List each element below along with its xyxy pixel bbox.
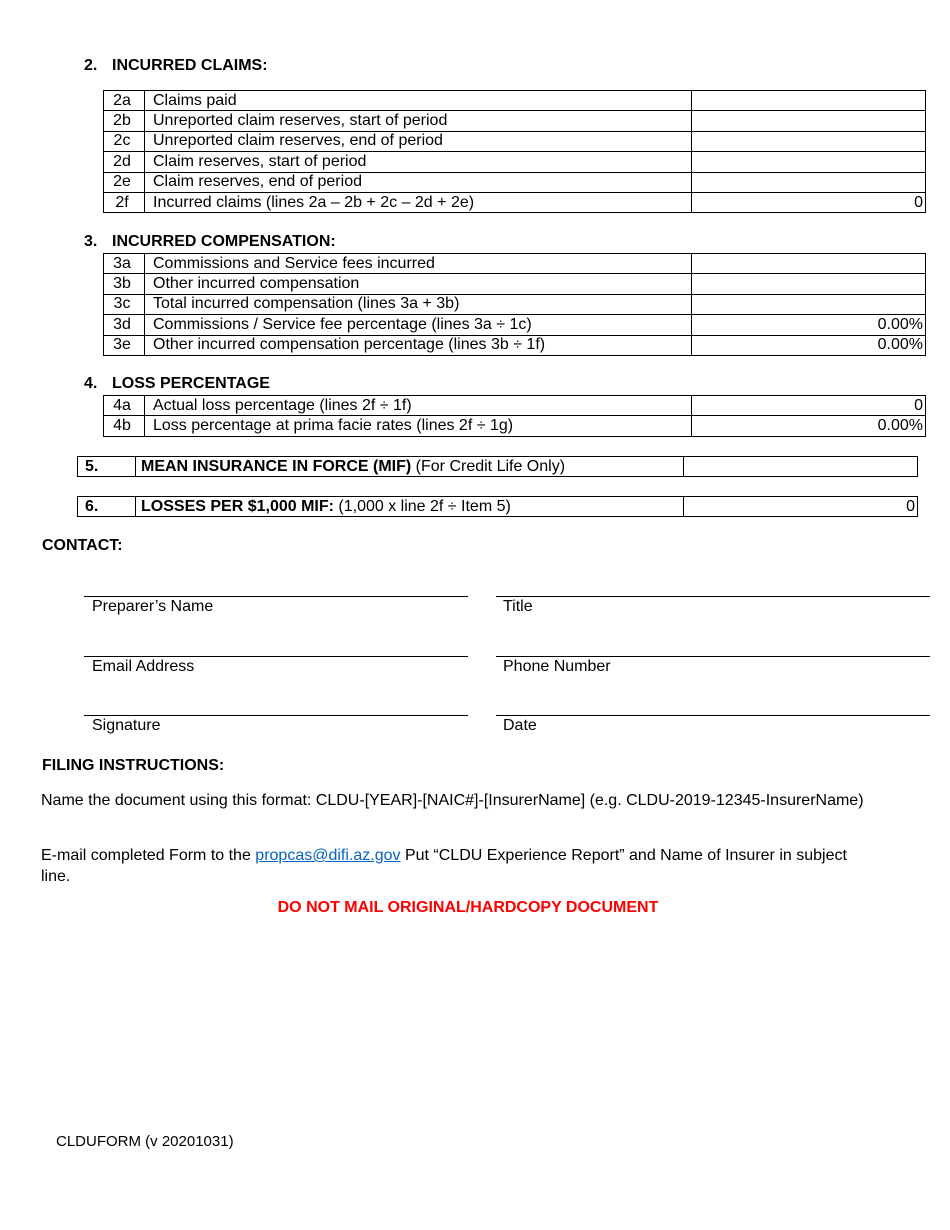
email-instruction-prefix: E-mail completed Form to the [41, 847, 256, 864]
unreported-reserves-start-value[interactable] [692, 111, 926, 131]
losses-per-mif-table [77, 496, 918, 517]
section-5-title-rest: (For Credit Life Only) [411, 457, 566, 475]
incurred-claims-table [103, 90, 926, 213]
mif-value[interactable] [684, 457, 918, 477]
contact-heading: CONTACT: [42, 537, 123, 554]
form-version-footer: CLDUFORM (v 20201031) [56, 1133, 234, 1150]
table-row-3c [104, 294, 926, 314]
section-3-heading [84, 233, 336, 251]
naming-instruction: Name the document using this format: CLDU-[YEAR]-[NAIC#]-[InsurerName] (e.g. CLDU-2019-12345-InsurerName) [41, 792, 864, 809]
section-5-number: 5. [78, 457, 136, 477]
table-row-5 [78, 457, 918, 477]
commissions-incurred-value[interactable] [692, 254, 926, 274]
email-label: Email Address [92, 658, 195, 675]
section-2-heading [84, 57, 268, 75]
claim-reserves-end-value[interactable] [692, 172, 926, 192]
section-3-number: 3. [84, 233, 98, 250]
prima-facie-loss-percentage-value: 0.00% [692, 416, 926, 436]
section-4-title: LOSS PERCENTAGE [112, 375, 270, 392]
section-3-title: INCURRED COMPENSATION: [112, 233, 336, 250]
row-code: 2d [104, 152, 145, 172]
table-row-3a [104, 254, 926, 274]
actual-loss-percentage-value: 0 [692, 396, 926, 416]
row-code: 2c [104, 131, 145, 151]
total-compensation-value[interactable] [692, 294, 926, 314]
row-label: Other incurred compensation [145, 274, 692, 294]
row-label: Actual loss percentage (lines 2f ÷ 1f) [145, 396, 692, 416]
title-line[interactable] [496, 596, 930, 597]
unreported-reserves-end-value[interactable] [692, 131, 926, 151]
row-label: Total incurred compensation (lines 3a + 3b) [145, 294, 692, 314]
signature-line[interactable] [84, 715, 468, 716]
email-line[interactable] [84, 656, 468, 657]
losses-per-mif-value: 0 [684, 497, 918, 517]
section-6-label [136, 497, 684, 517]
table-row-2c [104, 131, 926, 151]
phone-line[interactable] [496, 656, 930, 657]
table-row-4a [104, 396, 926, 416]
date-line[interactable] [496, 715, 930, 716]
row-label: Incurred claims (lines 2a – 2b + 2c – 2d + 2e) [145, 192, 692, 212]
section-5-title-bold: MEAN INSURANCE IN FORCE (MIF) [141, 457, 412, 475]
section-4-heading [84, 375, 270, 393]
incurred-compensation-table [103, 253, 926, 356]
row-code: 3e [104, 335, 145, 355]
other-compensation-value[interactable] [692, 274, 926, 294]
table-row-3e [104, 335, 926, 355]
table-row-4b [104, 416, 926, 436]
signature-label: Signature [92, 717, 161, 734]
row-code: 3a [104, 254, 145, 274]
row-code: 2f [104, 192, 145, 212]
do-not-mail-warning: DO NOT MAIL ORIGINAL/HARDCOPY DOCUMENT [277, 899, 659, 916]
section-5-label [136, 457, 684, 477]
date-label: Date [503, 717, 537, 734]
table-row-3b [104, 274, 926, 294]
preparer-name-label: Preparer’s Name [92, 598, 214, 615]
row-code: 2b [104, 111, 145, 131]
row-label: Claim reserves, end of period [145, 172, 692, 192]
email-link[interactable]: propcas@difi.az.gov [255, 847, 401, 864]
row-label: Claim reserves, start of period [145, 152, 692, 172]
row-label: Claims paid [145, 91, 692, 111]
row-code: 3d [104, 315, 145, 335]
section-6-title-rest: (1,000 x line 2f ÷ Item 5) [333, 497, 511, 515]
row-label: Loss percentage at prima facie rates (lines 2f ÷ 1g) [145, 416, 692, 436]
section-6-number: 6. [78, 497, 136, 517]
section-4-number: 4. [84, 375, 98, 392]
row-code: 2e [104, 172, 145, 192]
email-instruction-suffix: Put “CLDU Experience Report” and Name of Insurer in subject line. [41, 847, 847, 885]
table-row-2a [104, 91, 926, 111]
table-row-2b [104, 111, 926, 131]
incurred-claims-value: 0 [692, 192, 926, 212]
other-compensation-percentage-value: 0.00% [692, 335, 926, 355]
phone-label: Phone Number [503, 658, 611, 675]
row-code: 4a [104, 396, 145, 416]
claim-reserves-start-value[interactable] [692, 152, 926, 172]
row-code: 3c [104, 294, 145, 314]
table-row-2e [104, 172, 926, 192]
row-label: Commissions / Service fee percentage (lines 3a ÷ 1c) [145, 315, 692, 335]
row-code: 4b [104, 416, 145, 436]
row-code: 2a [104, 91, 145, 111]
preparer-name-line[interactable] [84, 596, 468, 597]
row-label: Unreported claim reserves, start of period [145, 111, 692, 131]
email-instruction [41, 845, 871, 887]
title-label: Title [503, 598, 533, 615]
row-code: 3b [104, 274, 145, 294]
section-2-title: INCURRED CLAIMS: [112, 57, 268, 74]
table-row-6 [78, 497, 918, 517]
claims-paid-value[interactable] [692, 91, 926, 111]
table-row-3d [104, 315, 926, 335]
table-row-2f [104, 192, 926, 212]
mif-table [77, 456, 918, 477]
loss-percentage-table [103, 395, 926, 437]
row-label: Commissions and Service fees incurred [145, 254, 692, 274]
table-row-2d [104, 152, 926, 172]
row-label: Unreported claim reserves, end of period [145, 131, 692, 151]
commission-percentage-value: 0.00% [692, 315, 926, 335]
section-2-number: 2. [84, 57, 98, 74]
section-6-title-bold: LOSSES PER $1,000 MIF: [141, 497, 334, 515]
filing-instructions-heading: FILING INSTRUCTIONS: [42, 757, 225, 774]
row-label: Other incurred compensation percentage (lines 3b ÷ 1f) [145, 335, 692, 355]
